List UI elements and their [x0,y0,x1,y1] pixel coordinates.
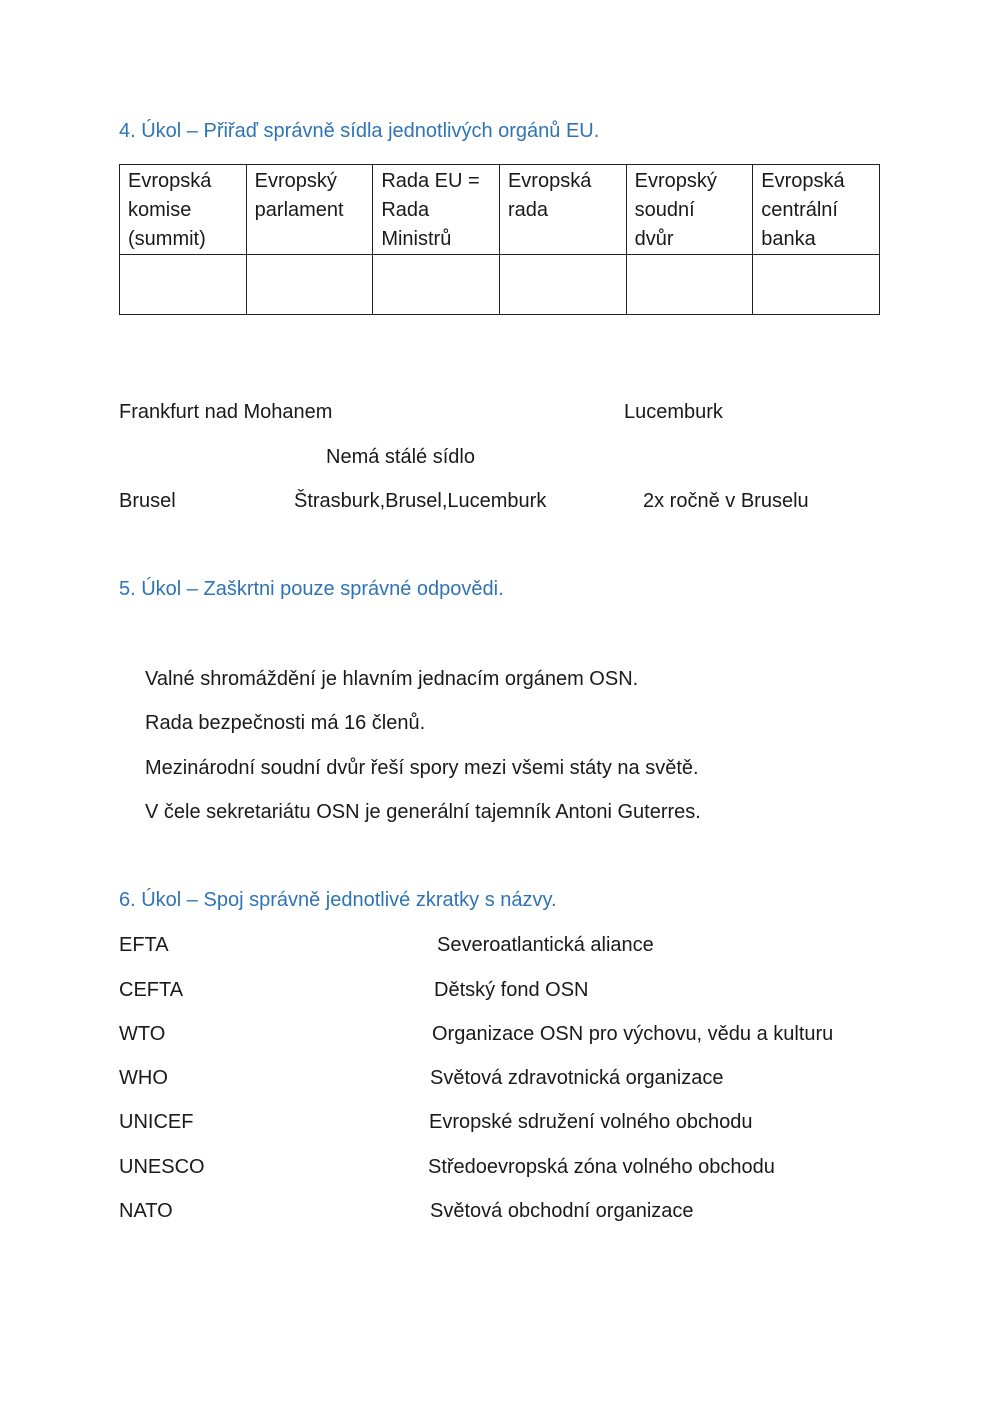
seat-brusel[interactable]: Brusel [119,490,176,512]
seat-nema-stale-sidlo[interactable]: Nemá stálé sídlo [326,446,475,468]
statement-rada-bezpecnosti[interactable]: Rada bezpečnosti má 16 členů. [145,712,426,734]
answer-row [120,255,880,315]
seat-lucemburk[interactable]: Lucemburk [624,401,723,423]
name-severoatlanticka-aliance[interactable]: Severoatlantická aliance [437,934,654,956]
name-stredoevropska-zona[interactable]: Středoevropská zóna volného obchodu [428,1156,775,1178]
abbr-unesco[interactable]: UNESCO [119,1156,205,1178]
answer-cell-evropska-rada[interactable] [499,255,626,315]
task5-heading: 5. Úkol – Zaškrtni pouze správné odpovědi. [119,578,504,600]
name-svetova-zdravotnicka-organizace[interactable]: Světová zdravotnická organizace [430,1067,724,1089]
answer-cell-parlament[interactable] [246,255,373,315]
table-header-row [120,165,880,255]
statement-soudni-dvur[interactable]: Mezinárodní soudní dvůr řeší spory mezi všemi státy na světě. [145,757,699,779]
abbr-cefta[interactable]: CEFTA [119,979,184,1001]
answer-cell-centralni-banka[interactable] [753,255,880,315]
column-header-centralni-banka: Evropská centrální banka [753,165,880,255]
answer-cell-rada-eu[interactable] [373,255,500,315]
abbr-efta[interactable]: EFTA [119,934,169,956]
eu-organs-table [119,164,880,315]
statement-valne-shromazdeni[interactable]: Valné shromáždění je hlavním jednacím orgánem OSN. [145,668,639,690]
answer-cell-soudni-dvur[interactable] [626,255,753,315]
name-detsky-fond-osn[interactable]: Dětský fond OSN [434,979,589,1001]
task4-heading: 4. Úkol – Přiřaď správně sídla jednotlivých orgánů EU. [119,120,600,142]
column-header-komise: Evropská komise (summit) [120,165,247,255]
task6-heading: 6. Úkol – Spoj správně jednotlivé zkratky s názvy. [119,889,557,911]
name-svetova-obchodni-organizace[interactable]: Světová obchodní organizace [430,1200,694,1222]
abbr-unicef[interactable]: UNICEF [119,1111,194,1133]
answer-cell-komise[interactable] [120,255,247,315]
column-header-rada-eu: Rada EU = Rada Ministrů [373,165,500,255]
abbr-nato[interactable]: NATO [119,1200,173,1222]
abbr-who[interactable]: WHO [119,1067,168,1089]
seat-2x-rocne-v-bruselu[interactable]: 2x ročně v Bruselu [643,490,809,512]
column-header-soudni-dvur: Evropský soudní dvůr [626,165,753,255]
name-evropske-sdruzeni[interactable]: Evropské sdružení volného obchodu [429,1111,753,1133]
abbr-wto[interactable]: WTO [119,1023,166,1045]
column-header-evropska-rada: Evropská rada [499,165,626,255]
statement-sekretariat[interactable]: V čele sekretariátu OSN je generální tajemník Antoni Guterres. [145,801,701,823]
column-header-parlament: Evropský parlament [246,165,373,255]
seat-frankfurt[interactable]: Frankfurt nad Mohanem [119,401,333,423]
seat-strasburk-brusel-lucemburk[interactable]: Štrasburk,Brusel,Lucemburk [294,490,547,512]
name-organizace-osn-pro-vychovu[interactable]: Organizace OSN pro výchovu, vědu a kulturu [432,1023,834,1045]
